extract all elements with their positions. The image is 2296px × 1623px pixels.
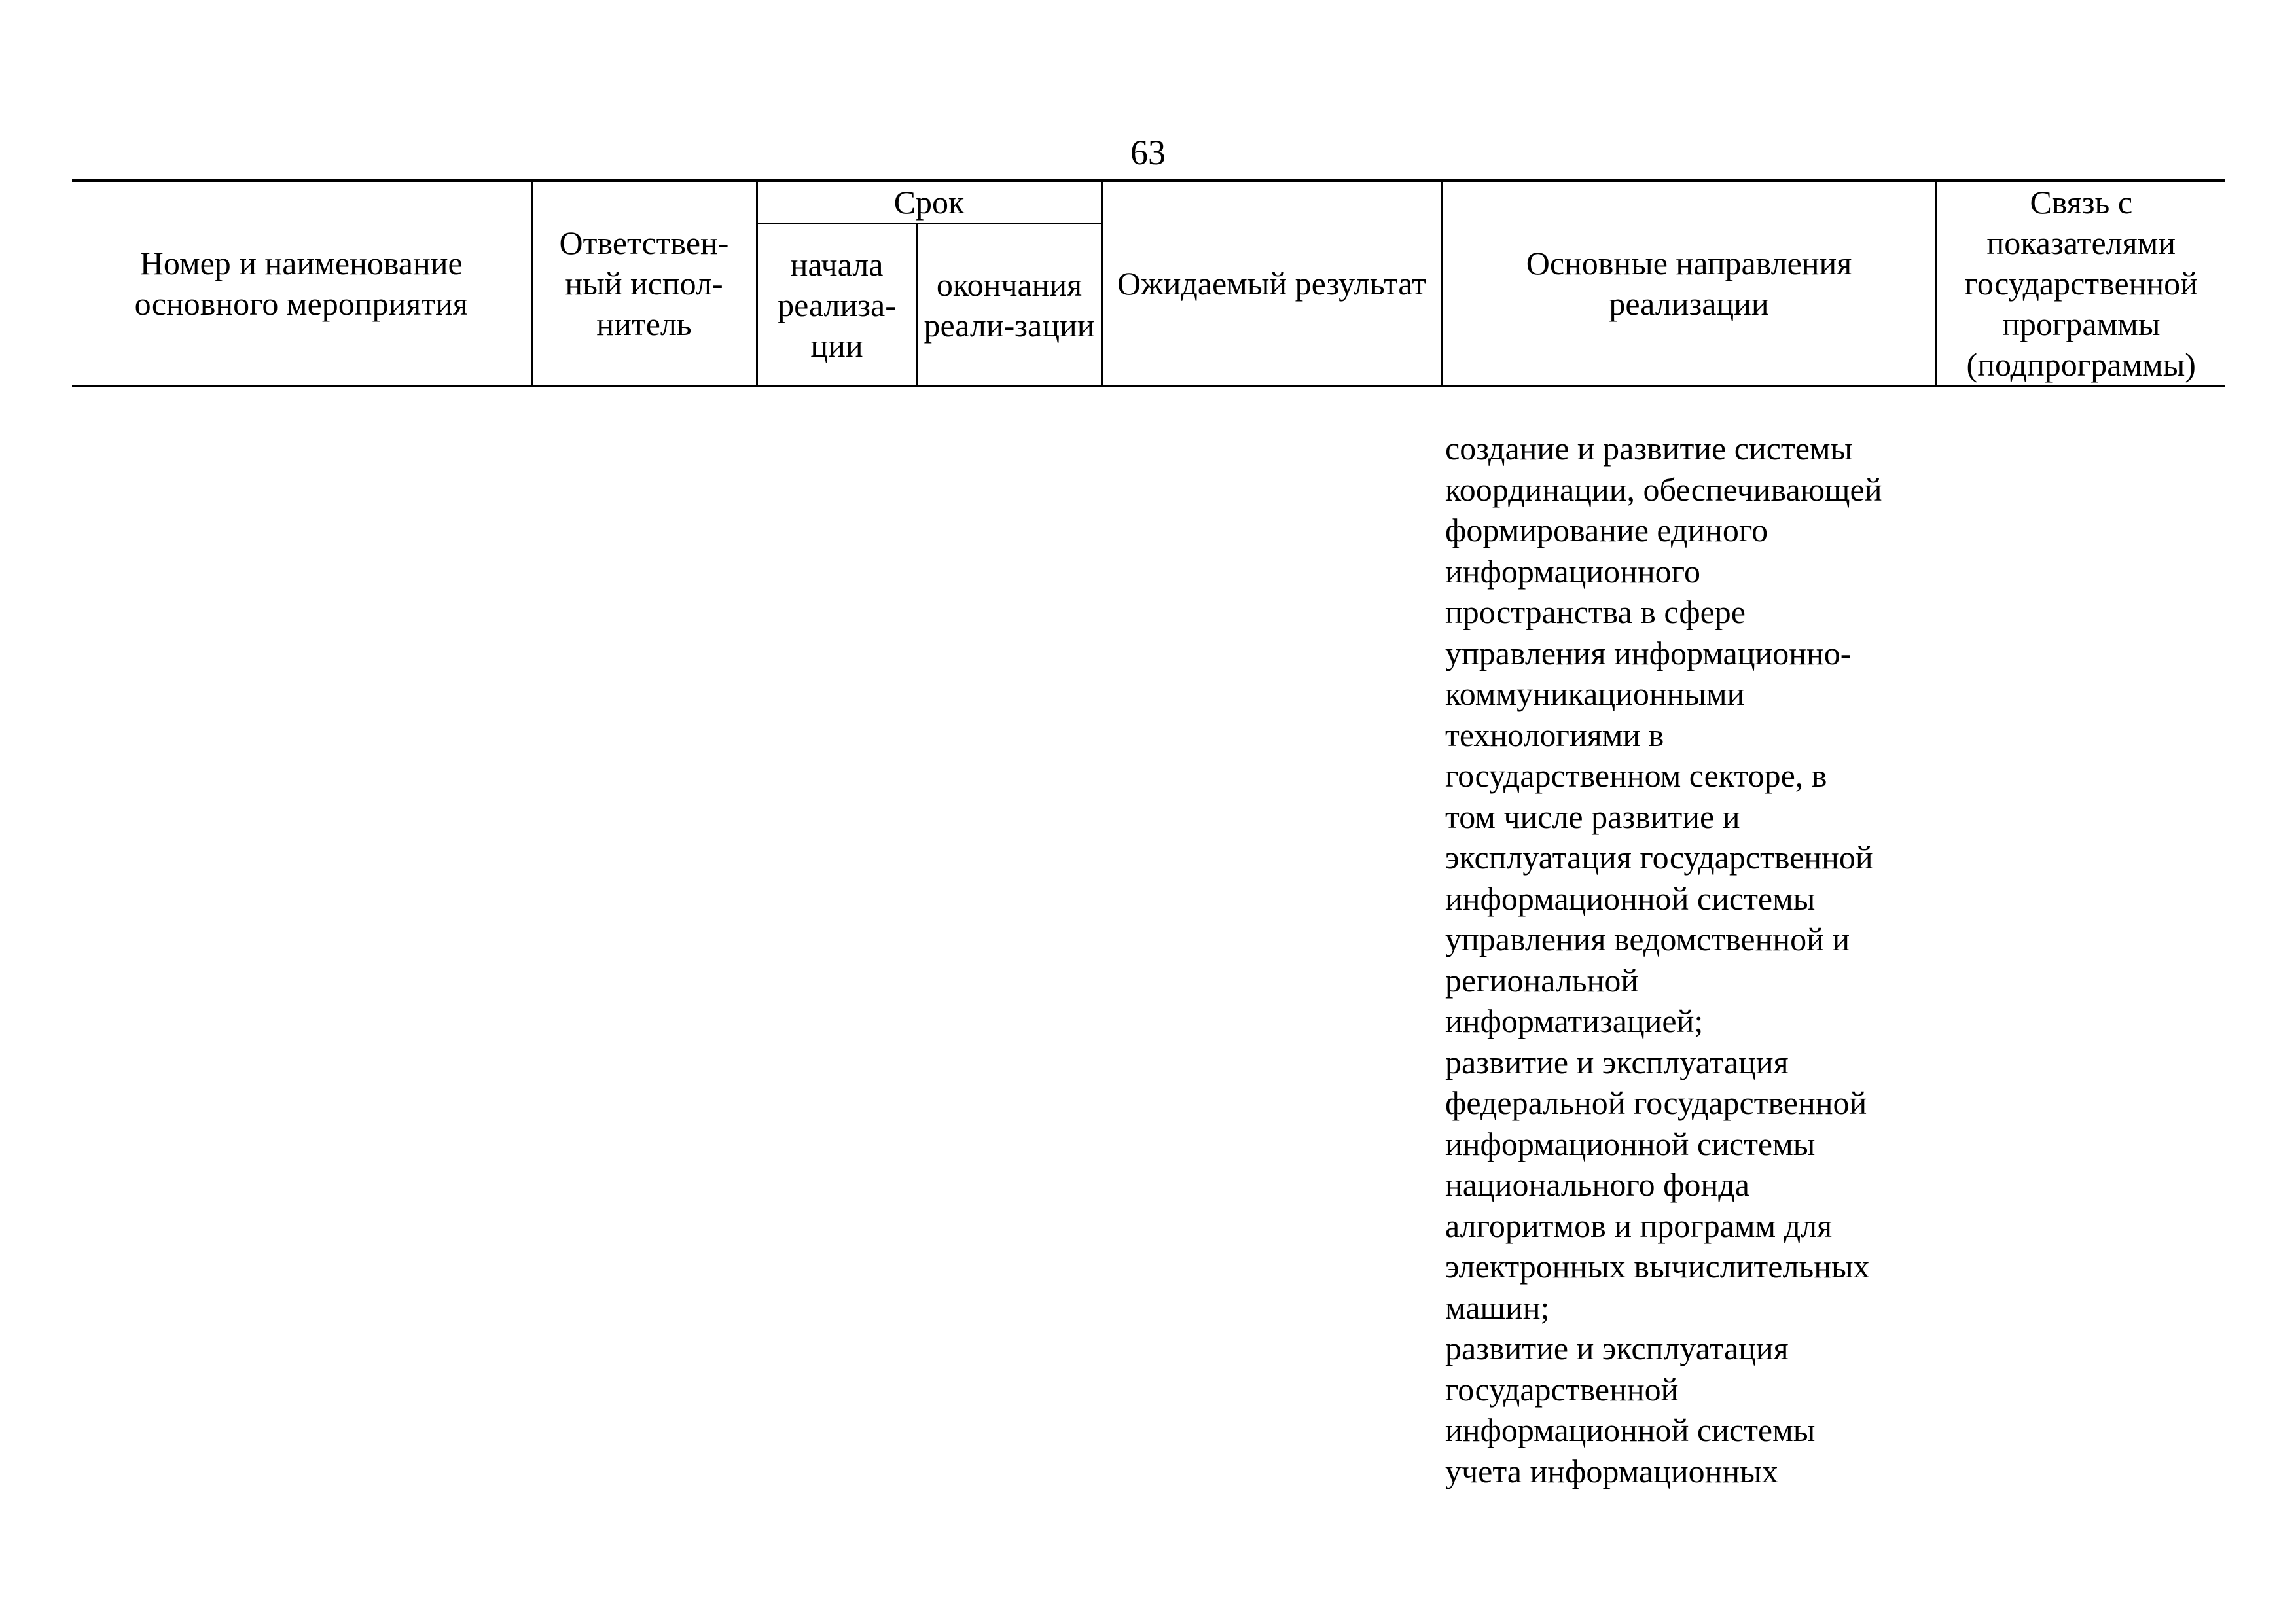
header-cell-name xyxy=(72,181,531,386)
header-cell-main-directions xyxy=(1442,181,1936,386)
main-directions-text: создание и развитие системы координации, обеспечивающей формирование единого информационного пространства в сфере управления информационно- коммуникационными технологиями в государственном секторе, в том числе развитие и эксплуатация государственной информационной системы управления ведомственной и региональной информатизацией; развитие и эксплуатация федеральной государственной информационной системы национального фонда алгоритмов и программ для электронных вычислительных машин; развитие и эксплуатация государственной информационной системы учета информационных xyxy=(1445,430,1882,1489)
header-expected-result-label: Ожидаемый результат xyxy=(1117,265,1427,302)
header-cell-term-end xyxy=(917,224,1102,387)
table-header xyxy=(72,179,2225,387)
header-term-start-label: начала реализа-ции xyxy=(778,245,896,364)
header-cell-term-start xyxy=(757,224,917,387)
page-number: 63 xyxy=(1130,133,1166,172)
header-term-label: Срок xyxy=(893,184,965,221)
header-indicators-link-label: Связь с показателями государственной программы (подпрограммы) xyxy=(1964,184,2198,383)
header-cell-expected-result xyxy=(1102,181,1442,386)
header-cell-responsible xyxy=(531,181,757,386)
header-cell-term xyxy=(757,181,1102,224)
header-name-label: Номер и наименование основного мероприятия xyxy=(134,245,468,322)
header-main-directions-label: Основные направления реализации xyxy=(1526,245,1852,322)
header-responsible-label: Ответствен-ный испол-нитель xyxy=(559,224,729,342)
header-cell-indicators-link xyxy=(1936,181,2225,386)
header-term-end-label: окончания реали-зации xyxy=(924,266,1095,344)
